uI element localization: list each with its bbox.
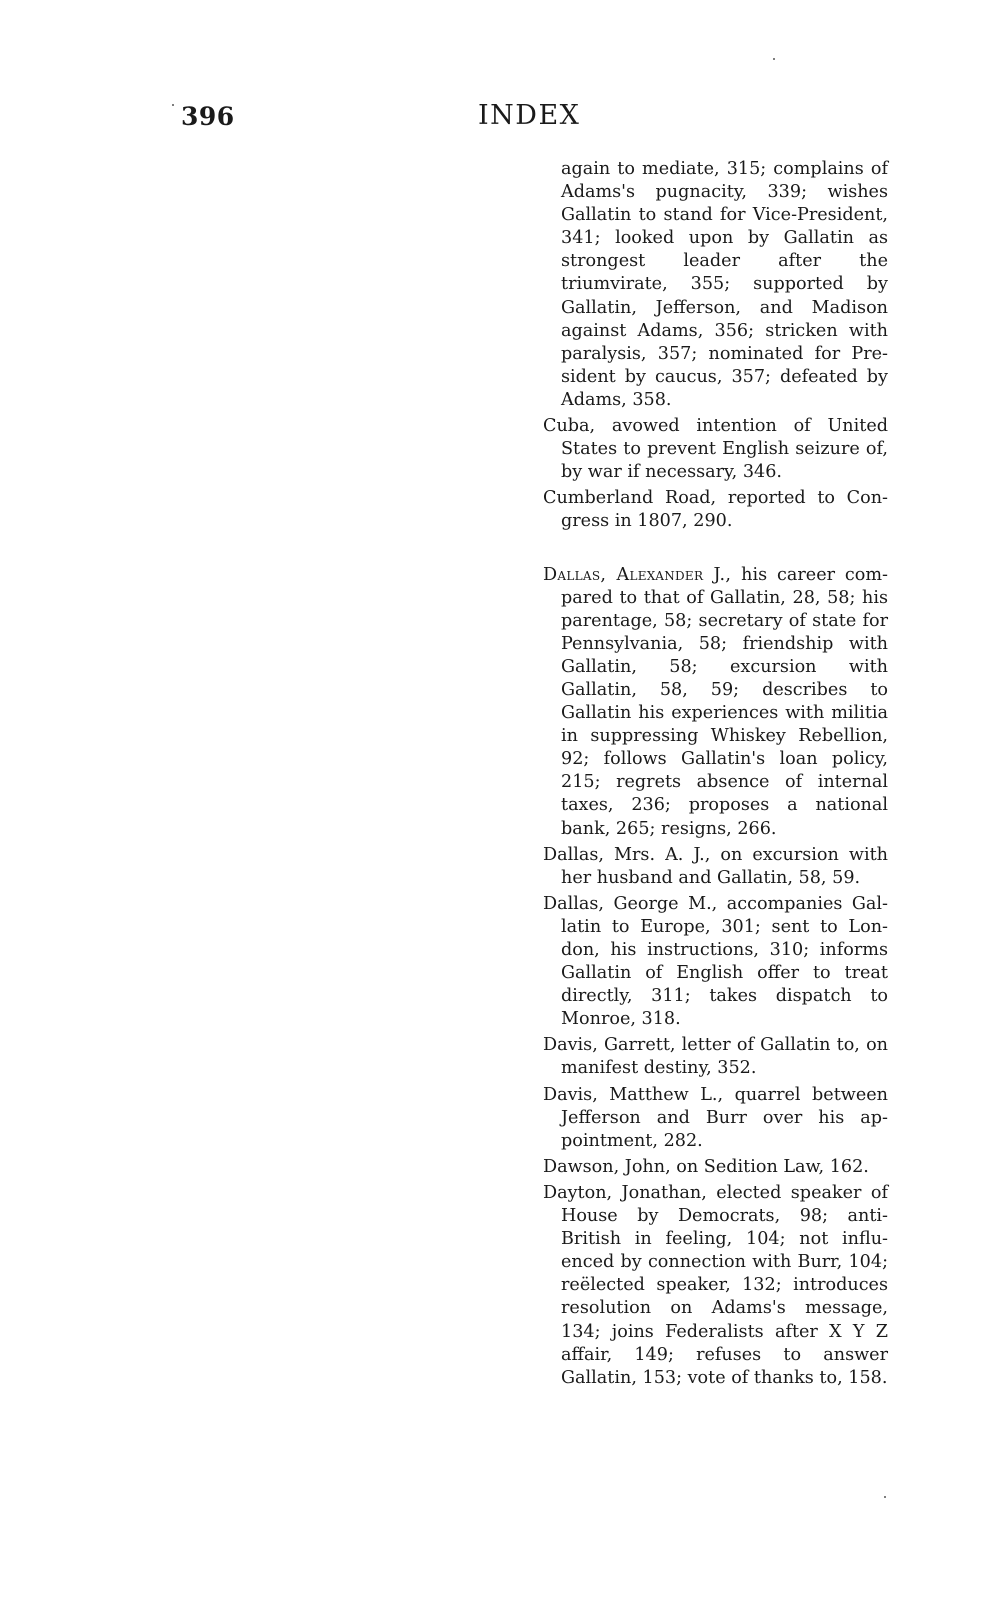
entry-text: again to mediate, 315; complains of Adams's pugnacity, 339; wishes Gallatin to stand for Vice-President, 341; looked upon by Gallatin as strongest leader after the triumvirate, 355; supported by Gallatin, Jefferson, and Madison against Adams, 356; stricken with paralysis, 357; nominated for President by caucus, 357; defeated by Adams, 358. <box>561 159 888 410</box>
entry-head: Cuba, <box>543 416 596 437</box>
index-column <box>543 158 888 1393</box>
index-entry-davis-matthew <box>543 1084 888 1153</box>
entry-text: reported to Congress in 1807, 290. <box>561 488 888 532</box>
entry-head: Dallas, Mrs. A. J., <box>543 844 711 865</box>
entry-head: Cumberland Road, <box>543 488 717 509</box>
page-title: INDEX <box>478 100 581 131</box>
entry-text: quarrel between Jefferson and Burr over his appointment, 282. <box>561 1084 888 1151</box>
entry-head: Dayton, Jonathan, <box>543 1182 707 1203</box>
entry-text: accompanies Gallatin to Europe, 301; sent to London, his instructions, 310; informs Gallatin of English offer to treat directly, 311; takes dispatch to Monroe, 318. <box>561 893 888 1030</box>
entry-text: on Sedition Law, 162. <box>670 1156 869 1177</box>
scan-speck-left <box>172 104 174 106</box>
index-entry-cuba <box>543 415 888 484</box>
page-number: 396 <box>181 102 235 131</box>
entry-head: Dallas, Alexander J., <box>543 564 732 585</box>
entry-head: Davis, Matthew L., <box>543 1084 724 1105</box>
index-entry-cumberland-road <box>543 487 888 533</box>
entry-text: on excursion with her husband and Gallatin, 58, 59. <box>561 844 888 888</box>
index-entry-davis-garrett <box>543 1034 888 1080</box>
scan-speck-bottom <box>884 1496 886 1498</box>
scan-speck-top <box>773 58 775 60</box>
entry-head: Dawson, John, <box>543 1156 671 1177</box>
index-entry-dallas-alexander <box>543 564 888 841</box>
index-entry-dallas-mrs <box>543 844 888 890</box>
index-entry-dayton-jonathan <box>543 1182 888 1390</box>
entry-text: elected speaker of House by Democrats, 98; anti-British in feeling, 104; not influenced by connection with Burr, 104; reëlected speaker, 132; introduces resolution on Adams's message, 134; joins Federalists after X Y Z affair, 149; refuses to answer Gallatin, 153; vote of thanks to, 158. <box>561 1182 888 1388</box>
entry-head: Dallas, George M., <box>543 893 718 914</box>
index-entry-continuation <box>543 158 888 412</box>
entry-text: letter of Gallatin to, on manifest destiny, 352. <box>561 1035 889 1079</box>
entry-head: Davis, Garrett, <box>543 1035 676 1056</box>
entry-text: avowed intention of United States to prevent English seizure of, by war if necessary, 346. <box>561 416 888 483</box>
index-entry-dallas-george <box>543 893 888 1032</box>
index-entry-dawson-john <box>543 1156 888 1179</box>
entry-text: his career compared to that of Gallatin, 28, 58; his parentage, 58; secretary of state for Pennsylvania, 58; friendship with Gallatin, 58; excursion with Gallatin, 58, 59; describes to Gallatin his experiences with militia in suppressing Whiskey Rebellion, 92; follows Gallatin's loan policy, 215; regrets absence of internal taxes, 236; proposes a national bank, 265; resigns, 266. <box>561 564 888 839</box>
